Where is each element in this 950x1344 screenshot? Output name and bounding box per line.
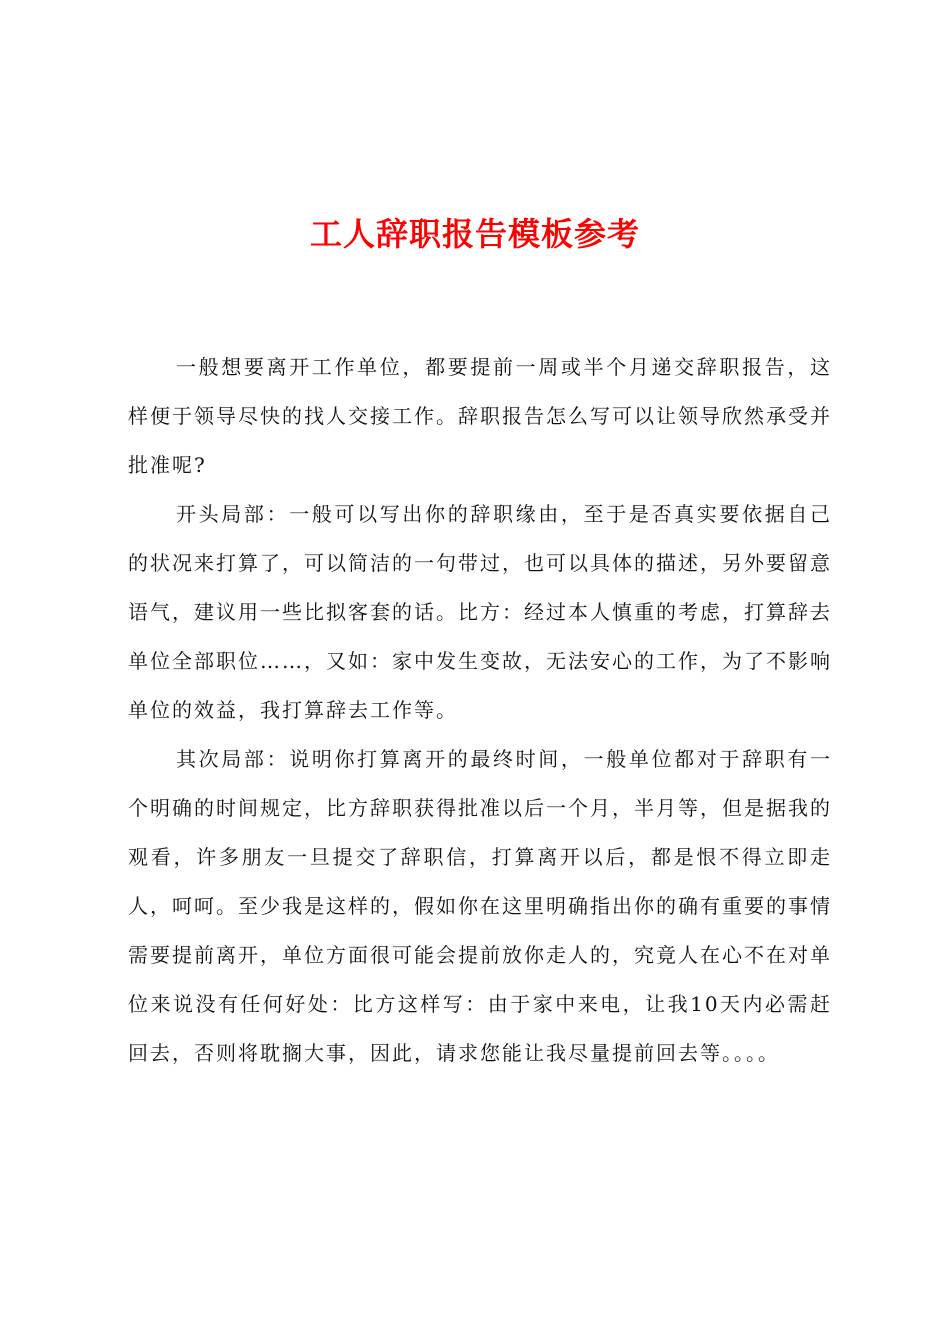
document-title: 工人辞职报告模板参考 — [309, 215, 640, 253]
paragraph-second-section: 其次局部：说明你打算离开的最终时间，一般单位都对于辞职有一个明确的时间规定，比方辞职获得批准以后一个月，半月等，但是据我的观看，许多朋友一旦提交了辞职信，打算离开以后，都是恨不得立即走人，呵呵。至少我是这样的，假如你在这里明确指出你的确有重要的事情需要提前离开，单位方面很可能会提前放你走人的，究竟人在心不在对单位来说没有任何好处：比方这样写：由于家中来电，让我10天内必需赶回去，否则将耽搁大事，因此，请求您能让我尽量提前回去等。。。。 — [128, 747, 832, 1065]
document-body — [128, 343, 832, 1078]
paragraph-opening-section: 开头局部：一般可以写出你的辞职缘由，至于是否真实要依据自己的状况来打算了，可以简洁的一句带过，也可以具体的描述，另外要留意语气，建议用一些比拟客套的话。比方：经过本人慎重的考虑，打算辞去单位全部职位……，又如：家中发生变故，无法安心的工作，为了不影响单位的效益，我打算辞去工作等。 — [128, 502, 832, 722]
paragraph-intro: 一般想要离开工作单位，都要提前一周或半个月递交辞职报告，这样便于领导尽快的找人交接工作。辞职报告怎么写可以让领导欣然承受并批准呢? — [128, 355, 832, 477]
